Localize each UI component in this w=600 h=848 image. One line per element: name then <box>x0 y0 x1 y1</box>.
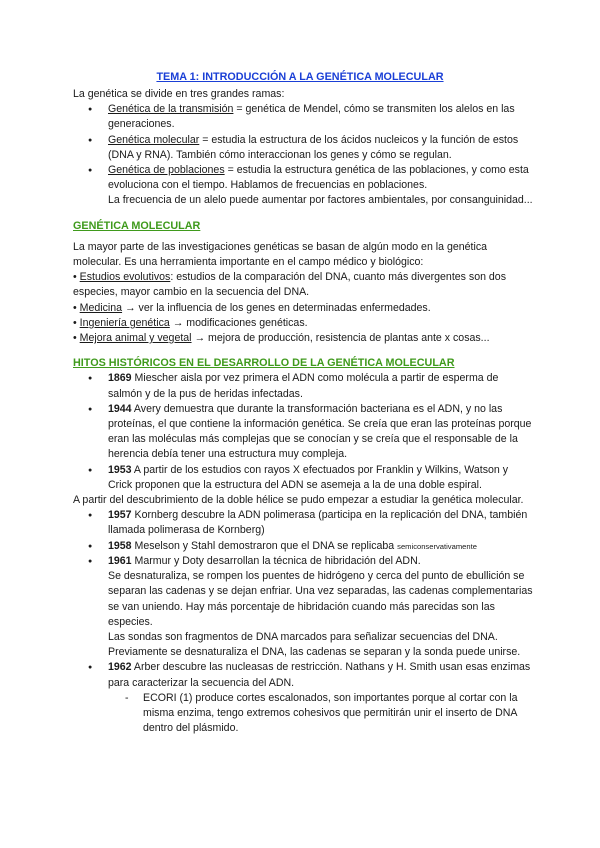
milestone-year: 1962 <box>108 661 132 674</box>
milestone-text: Avery demuestra que durante la transformación bacteriana es el ADN, y no las proteínas, el que contiene la información genética. Se creía que eran las proteínas porque eran las moléculas más complejas que se conocían y se creía que el responsable de la herencia debía tener una estructura muy compleja. <box>108 402 532 461</box>
branch-text: = estudia la estructura de los ácidos nucleicos y la función de estos (DNA y RNA). También cómo interaccionan los genes y cómo se regulan. <box>108 133 519 161</box>
milestone-year: 1961 <box>108 554 132 567</box>
item-text: → modificaciones genéticas. <box>169 316 308 329</box>
item-text: → ver la influencia de los genes en determinadas enfermedades. <box>122 301 431 314</box>
branch-text: = genética de Mendel, cómo se transmiten los alelos en las generaciones. <box>108 103 515 131</box>
intro-text: La genética se divide en tres grandes ramas: <box>73 88 285 100</box>
item-text: : estudios de la comparación del DNA, cuanto más divergentes son dos especies, mayor cambio en la secuencia del DNA. <box>73 271 506 299</box>
milestone-text: A partir de los estudios con rayos X efectuados por Franklin y Wilkins, Watson y Crick proponen que la estructura del ADN se asemeja a la de una doble espiral. <box>108 463 509 491</box>
sub-list <box>73 691 533 737</box>
milestone-text: Marmur y Doty desarrollan la técnica de hibridación del ADN. <box>131 554 421 567</box>
list-item: • Estudios evolutivos: estudios de la comparación del DNA, cuanto más divergentes son dos especies, mayor cambio en la secuencia del DNA. <box>73 271 506 299</box>
branch-term: Genética molecular <box>108 133 200 146</box>
milestone-year: 1958 <box>108 539 132 552</box>
list-item <box>73 554 533 660</box>
section-heading-genetica-molecular: GENÉTICA MOLECULAR <box>73 219 201 232</box>
milestone-text: Arber descubre las nucleasas de restricción. Nathans y H. Smith usan esas enzimas para caracterizar la secuencia del ADN. <box>108 661 531 689</box>
list-item <box>73 463 533 493</box>
branch-term: Genética de la transmisión <box>108 103 234 116</box>
list-item <box>73 163 533 209</box>
interlude-text: A partir del descubrimiento de la doble hélice se pudo empezar a estudiar la genética molecular. <box>73 494 524 507</box>
item-term: Medicina <box>79 301 123 314</box>
milestone-text: Meselson y Stahl demostraron que el DNA se replicaba <box>131 539 398 552</box>
milestone-paragraph: Las sondas son fragmentos de DNA marcados para señalizar secuencias del DNA. Previamente se desnaturaliza el DNA, las cadenas se separan y la sonda puede unirse. <box>108 630 521 659</box>
milestones-list-b <box>73 508 533 690</box>
milestone-small: semiconservativamente <box>397 541 477 551</box>
milestone-year: 1953 <box>108 463 132 476</box>
list-item: • Mejora animal y vegetal → mejora de producción, resistencia de plantas ante x cosas... <box>73 332 490 345</box>
milestone-year: 1869 <box>108 372 132 385</box>
branch-extra: La frecuencia de un alelo puede aumentar por factores ambientales, por consanguinidad... <box>108 194 533 207</box>
list-item <box>73 133 533 163</box>
page-title: TEMA 1: INTRODUCCIÓN A LA GENÉTICA MOLECULAR <box>156 71 444 83</box>
item-text: → mejora de producción, resistencia de plantas ante x cosas... <box>191 332 490 345</box>
list-item <box>73 102 533 132</box>
list-item <box>73 539 533 554</box>
milestone-year: 1957 <box>108 509 132 522</box>
milestone-year: 1944 <box>108 402 132 415</box>
milestone-text: Miescher aisla por vez primera el ADN como molécula a partir de esperma de salmón y de la pus de heridas infectadas. <box>108 372 499 400</box>
item-term: Estudios evolutivos <box>79 271 171 284</box>
document-body <box>73 87 533 736</box>
list-item <box>73 402 533 463</box>
list-item: • Ingeniería genética → modificaciones genéticas. <box>73 316 308 329</box>
branches-list <box>73 102 533 208</box>
branch-term: Genética de poblaciones <box>108 164 225 177</box>
list-item <box>73 660 533 690</box>
section1-intro: La mayor parte de las investigaciones genéticas se basan de algún modo en la genética molecular. Es una herramienta importante en el campo médico y biológico: <box>73 240 488 269</box>
milestone-text: Kornberg descubre la ADN polimerasa (participa en la replicación del DNA, también llamada polimerasa de Kornberg) <box>108 509 528 537</box>
sub-list-item: - ECORI (1) produce cortes escalonados, son importantes porque al cortar con la misma enzima, tengo extremos cohesivos que permitirán unir el inserto de DNA dentro del plásmido. <box>73 691 533 737</box>
item-term: Ingeniería genética <box>79 316 170 329</box>
milestones-list-a <box>73 371 533 493</box>
section-heading-hitos: HITOS HISTÓRICOS EN EL DESARROLLO DE LA GENÉTICA MOLECULAR <box>73 357 455 370</box>
list-item <box>73 508 533 538</box>
milestone-paragraph: Se desnaturaliza, se rompen los puentes de hidrógeno y cerca del punto de ebullición se separan las cadenas y se dejan enfriar. Una vez separadas, las cadenas complementarias se van uniendo. Hay más porcentaje de hibridación cuando más parecidas son las especies. <box>108 570 533 628</box>
branch-text: = estudia la estructura genética de las poblaciones, y como esta evoluciona con el tiempo. Hablamos de frecuencias en poblaciones. <box>108 164 529 192</box>
item-term: Mejora animal y vegetal <box>79 332 192 345</box>
list-item: • Medicina → ver la influencia de los genes en determinadas enfermedades. <box>73 301 431 314</box>
list-item <box>73 371 533 401</box>
